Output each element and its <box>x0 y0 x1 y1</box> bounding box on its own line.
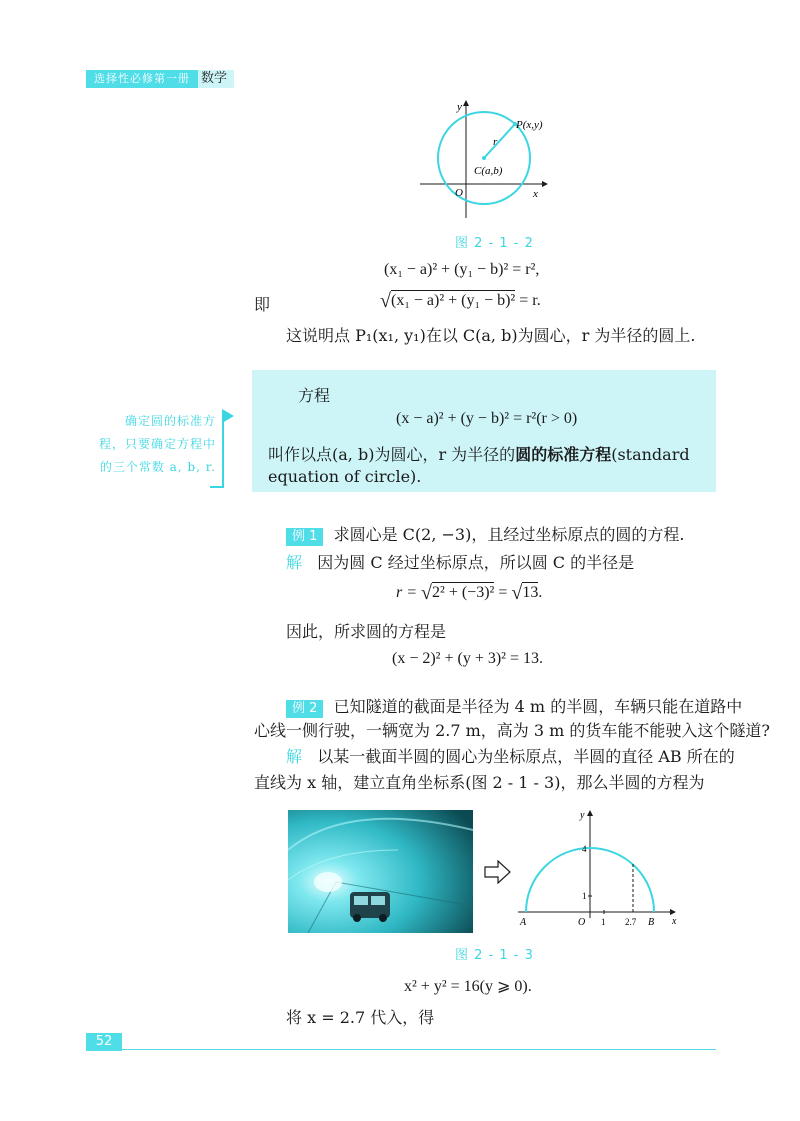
vehicle-icon <box>350 892 390 922</box>
example-1-radius-equation: r = √2² + (−3)² = √13. <box>396 582 543 604</box>
example-2-solution-text-1: 以某一截面半圆的圆心为坐标原点，半圆的直径 AB 所在的 <box>317 747 735 766</box>
equation-2: √(x₁ − a)² + (y₁ − b)² = r. <box>380 290 541 312</box>
radius-line <box>484 124 515 158</box>
radius-eq-radicand-2: 13 <box>522 584 539 601</box>
x-label: x <box>672 916 677 927</box>
definition-line-1-post: (standard <box>611 445 690 464</box>
figure-circle-diagram <box>420 98 570 223</box>
side-note-bracket <box>222 420 224 488</box>
x-axis-arrow <box>670 909 676 915</box>
header-book-title: 选择性必修第一册 <box>86 70 198 88</box>
definition-line-2: equation of circle). <box>268 467 422 486</box>
example-1-solution <box>286 550 634 573</box>
tunnel-photo <box>288 810 473 933</box>
definition-equation: (x − a)² + (y − b)² = r²(r > 0) <box>396 410 578 427</box>
example-1-solution-text: 因为圆 C 经过坐标原点，所以圆 C 的半径是 <box>317 553 635 572</box>
origin-label: O <box>455 187 463 199</box>
origin-label: O <box>578 917 586 928</box>
side-note-line-3: 的三个常数 a, b, r. <box>99 460 216 474</box>
example-1 <box>286 522 684 546</box>
side-note <box>86 410 216 479</box>
figure-semicircle-diagram <box>508 808 688 928</box>
side-note-bracket-foot <box>210 486 224 488</box>
x-label: x <box>533 188 538 200</box>
equation-2-tail: = r. <box>515 292 541 309</box>
x-axis-arrow <box>542 181 548 187</box>
radius-eq-end: . <box>538 584 543 601</box>
y-tick-1-label: 1 <box>582 891 587 901</box>
equation-1: (x₁ − a)² + (y₁ − b)² = r², <box>384 261 540 278</box>
radius-eq-pre: r = <box>396 584 422 601</box>
example-1-result: (x − 2)² + (y + 3)² = 13. <box>392 650 543 667</box>
example-1-text: 求圆心是 C(2, −3)，且经过坐标原点的圆的方程. <box>333 525 685 544</box>
definition-line-1 <box>268 442 690 465</box>
side-note-line-2: 程，只要确定方程中 <box>98 437 216 451</box>
footer-line <box>122 1049 716 1050</box>
example-1-solution-tag: 解 <box>286 553 303 572</box>
y-label: y <box>580 810 585 821</box>
example-2-text-1: 已知隧道的截面是半径为 4 m 的半圆，车辆只能在道路中 <box>333 697 743 716</box>
x-tick-1-label: 1 <box>601 917 606 927</box>
side-note-line-1: 确定圆的标准方 <box>124 414 216 428</box>
equation-2-radicand: (x₁ − a)² + (y₁ − b)² <box>390 292 516 309</box>
y-axis-arrow <box>463 100 469 106</box>
definition-line-1-pre: 叫作以点(a, b)为圆心，r 为半径的 <box>268 445 516 464</box>
point-b-label: B <box>648 917 655 928</box>
example-1-tag: 例 1 <box>286 528 323 546</box>
example-2-solution-text-2: 直线为 x 轴，建立直角坐标系(图 2 - 1 - 3)，那么半圆的方程为 <box>254 773 705 792</box>
definition-word: 方程 <box>298 386 331 405</box>
x-tick-2-7-label: 2.7 <box>625 917 637 927</box>
example-2 <box>286 694 742 718</box>
y-tick-4-label: 4 <box>582 844 587 854</box>
figure-1-caption: 图 2 - 1 - 2 <box>455 236 534 251</box>
center-label: C(a,b) <box>474 165 503 177</box>
radius-label: r <box>493 136 498 148</box>
final-line: 将 x = 2.7 代入，得 <box>286 1008 435 1027</box>
definition-term: 圆的标准方程 <box>515 445 612 464</box>
paragraph-1: 这说明点 P₁(x₁, y₁)在以 C(a, b)为圆心，r 为半径的圆上. <box>286 326 696 345</box>
semicircle-equation: x² + y² = 16(y ⩾ 0). <box>404 978 532 995</box>
example-2-solution <box>286 744 735 767</box>
center-dot <box>482 156 486 160</box>
point-a-label: A <box>520 917 527 928</box>
example-2-solution-tag: 解 <box>286 747 303 766</box>
header-subject: 数学 <box>201 71 228 86</box>
point-p-label: P(x,y) <box>516 119 543 131</box>
radius-eq-radicand: 2² + (−3)² <box>432 584 495 601</box>
label-ji: 即 <box>254 295 271 314</box>
y-label: y <box>457 101 462 113</box>
figure-2-caption: 图 2 - 1 - 3 <box>455 948 534 963</box>
example-1-therefore: 因此，所求圆的方程是 <box>286 622 447 641</box>
radius-eq-mid: = <box>494 584 512 601</box>
example-2-tag: 例 2 <box>286 700 323 718</box>
example-2-text-2: 心线一侧行驶，一辆宽为 2.7 m，高为 3 m 的货车能不能驶入这个隧道? <box>254 721 770 740</box>
y-axis-arrow <box>587 810 593 816</box>
page-number: 52 <box>86 1033 122 1051</box>
